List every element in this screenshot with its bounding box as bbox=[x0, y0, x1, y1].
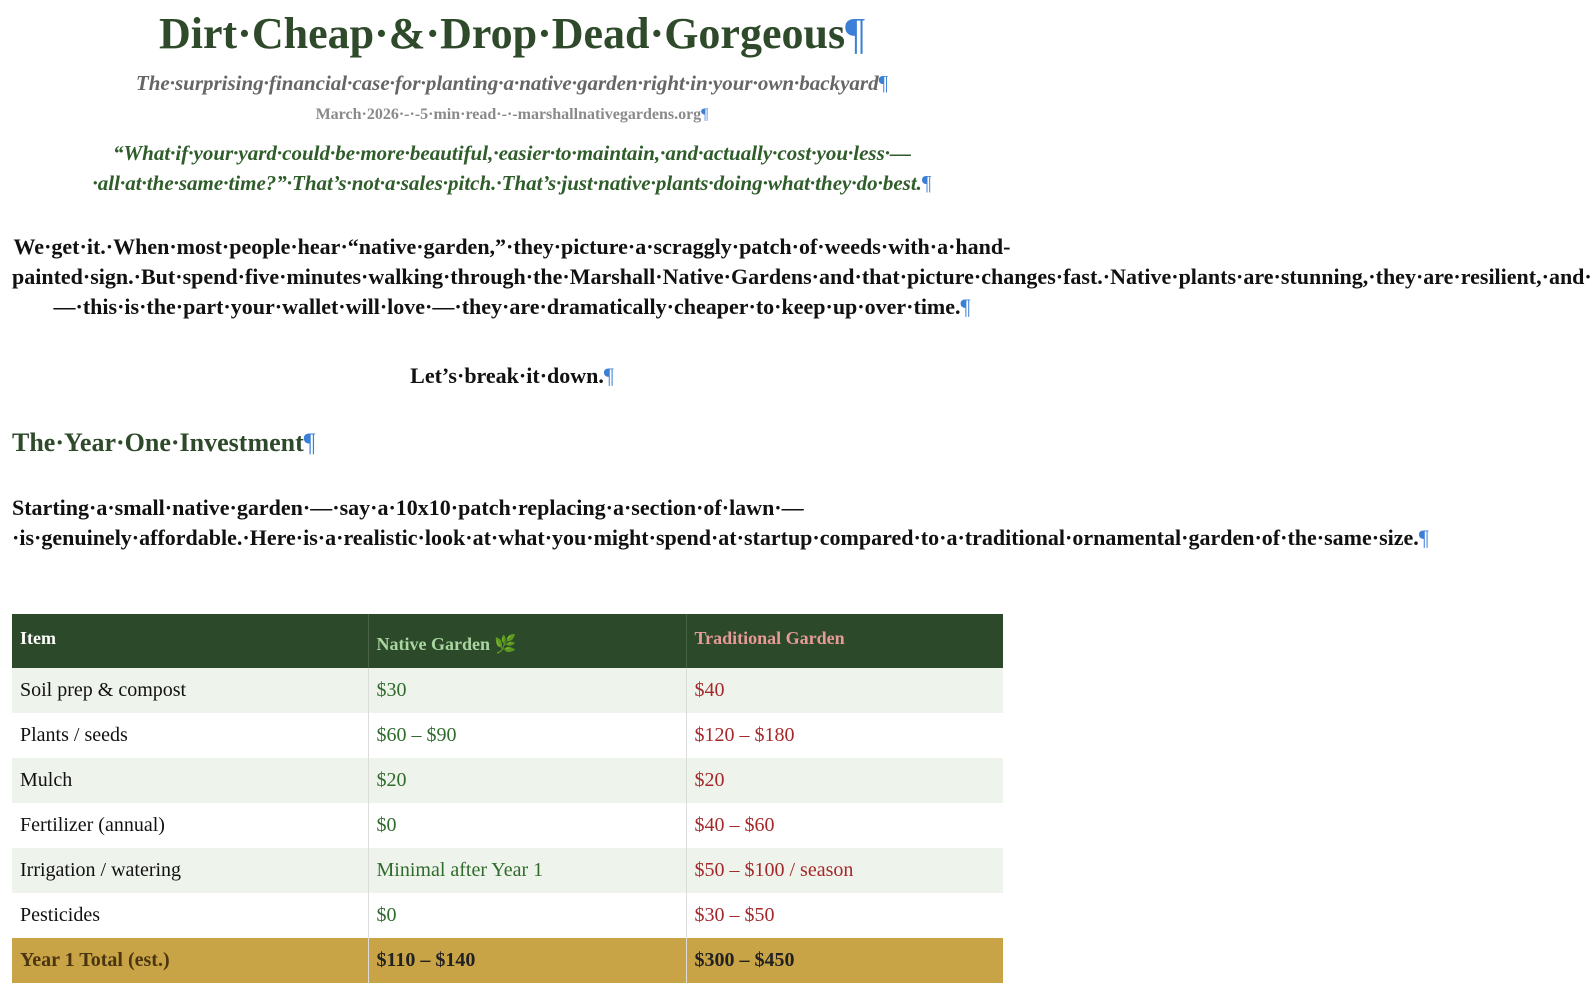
total-traditional: $300 – $450 bbox=[694, 949, 795, 971]
pull-quote-text: “What·if·your·yard·could·be·more·beautiful,·easier·to·maintain,·and·actually·cost·you·less·—·all·at·the·same·time?”·That’s·not·a·sales·pitch.·That’s·just·native·plants·doing·what·they·do·best. bbox=[92, 141, 922, 195]
cell-native: Minimal after Year 1 bbox=[368, 848, 686, 893]
section-heading-text: The·Year·One·Investment bbox=[12, 428, 304, 457]
section-paragraph-text: Starting·a·small·native·garden·—·say·a·10x10·patch·replacing·a·section·of·lawn·—·is·genuinely·affordable.·Here·is·a·realistic·look·at·what·you·might·spend·at·startup·compared·to·a·traditional·ornamental·garden·of·the·same·size. bbox=[12, 495, 1419, 550]
article-subtitle bbox=[0, 70, 1024, 96]
table-row bbox=[12, 893, 1003, 938]
cell-native: $20 bbox=[368, 758, 686, 803]
cell-native: $0 bbox=[368, 803, 686, 848]
pull-quote bbox=[20, 138, 1004, 198]
pilcrow-mark: ¶ bbox=[701, 106, 709, 123]
total-item: Year 1 Total (est.) bbox=[12, 938, 368, 983]
cost-comparison-table bbox=[12, 614, 1003, 983]
cell-traditional: $20 bbox=[694, 769, 725, 791]
table-row bbox=[12, 848, 1003, 893]
header-traditional-garden: Traditional Garden bbox=[694, 628, 845, 648]
table-row bbox=[12, 713, 1003, 758]
cell-native: $30 bbox=[368, 668, 686, 713]
article-title bbox=[0, 8, 1024, 60]
intro-paragraph-text: We·get·it.·When·most·people·hear·“native·garden,”·they·picture·a·scraggly·patch·of·weeds·with·a·hand-painted·sign.·But·spend·five·minutes·walking·through·the·Marshall·Native·Gardens·and·that·picture·changes·fast.·Native·plants·are·stunning,·they·are·resilient,·and·—·this·is·the·part·your·wallet·will·love·—·they·are·dramatically·cheaper·to·keep·up·over·time. bbox=[12, 234, 1592, 319]
cell-item: Irrigation / watering bbox=[12, 848, 368, 893]
header-native-label: Native Garden bbox=[376, 633, 490, 654]
cell-item: Plants / seeds bbox=[12, 713, 368, 758]
cell-item: Mulch bbox=[12, 758, 368, 803]
header-item: Item bbox=[12, 614, 368, 668]
article-subtitle-text: The·surprising·financial·case·for·planting·a·native·garden·right·in·your·own·backyard bbox=[135, 71, 879, 95]
pilcrow-mark: ¶ bbox=[603, 363, 614, 388]
cell-traditional: $30 – $50 bbox=[694, 904, 775, 926]
pilcrow-mark: ¶ bbox=[960, 294, 971, 319]
total-native: $110 – $140 bbox=[368, 938, 686, 983]
pilcrow-mark: ¶ bbox=[878, 71, 889, 95]
cell-native: $0 bbox=[368, 893, 686, 938]
cell-item: Soil prep & compost bbox=[12, 668, 368, 713]
section-paragraph bbox=[12, 493, 1429, 553]
article-meta bbox=[0, 104, 1024, 126]
section-heading bbox=[12, 426, 316, 460]
header-native-garden bbox=[368, 614, 686, 668]
article-meta-text: March·2026·-·-5·min·read·-·-marshallnativegardens.org bbox=[315, 106, 702, 123]
cell-native: $60 – $90 bbox=[368, 713, 686, 758]
cell-item: Pesticides bbox=[12, 893, 368, 938]
table-total-row bbox=[12, 938, 1003, 983]
table-row bbox=[12, 758, 1003, 803]
leaf-icon: 🌿 bbox=[493, 633, 517, 654]
intro-paragraph bbox=[12, 232, 1592, 322]
pilcrow-mark: ¶ bbox=[921, 171, 932, 195]
table-row bbox=[12, 803, 1003, 848]
breakdown-paragraph-text: Let’s·break·it·down. bbox=[410, 363, 604, 388]
table-header-row bbox=[12, 614, 1003, 668]
breakdown-paragraph bbox=[0, 361, 1024, 391]
cell-traditional: $120 – $180 bbox=[694, 724, 795, 746]
pilcrow-mark: ¶ bbox=[303, 428, 316, 457]
pilcrow-mark: ¶ bbox=[845, 9, 866, 58]
cell-traditional: $40 bbox=[694, 679, 725, 701]
cell-traditional: $50 – $100 / season bbox=[694, 859, 854, 881]
article-title-text: Dirt·Cheap·&·Drop·Dead·Gorgeous bbox=[158, 9, 846, 58]
cell-traditional: $40 – $60 bbox=[694, 814, 775, 836]
cell-item: Fertilizer (annual) bbox=[12, 803, 368, 848]
table-row bbox=[12, 668, 1003, 713]
pilcrow-mark: ¶ bbox=[1418, 525, 1429, 550]
